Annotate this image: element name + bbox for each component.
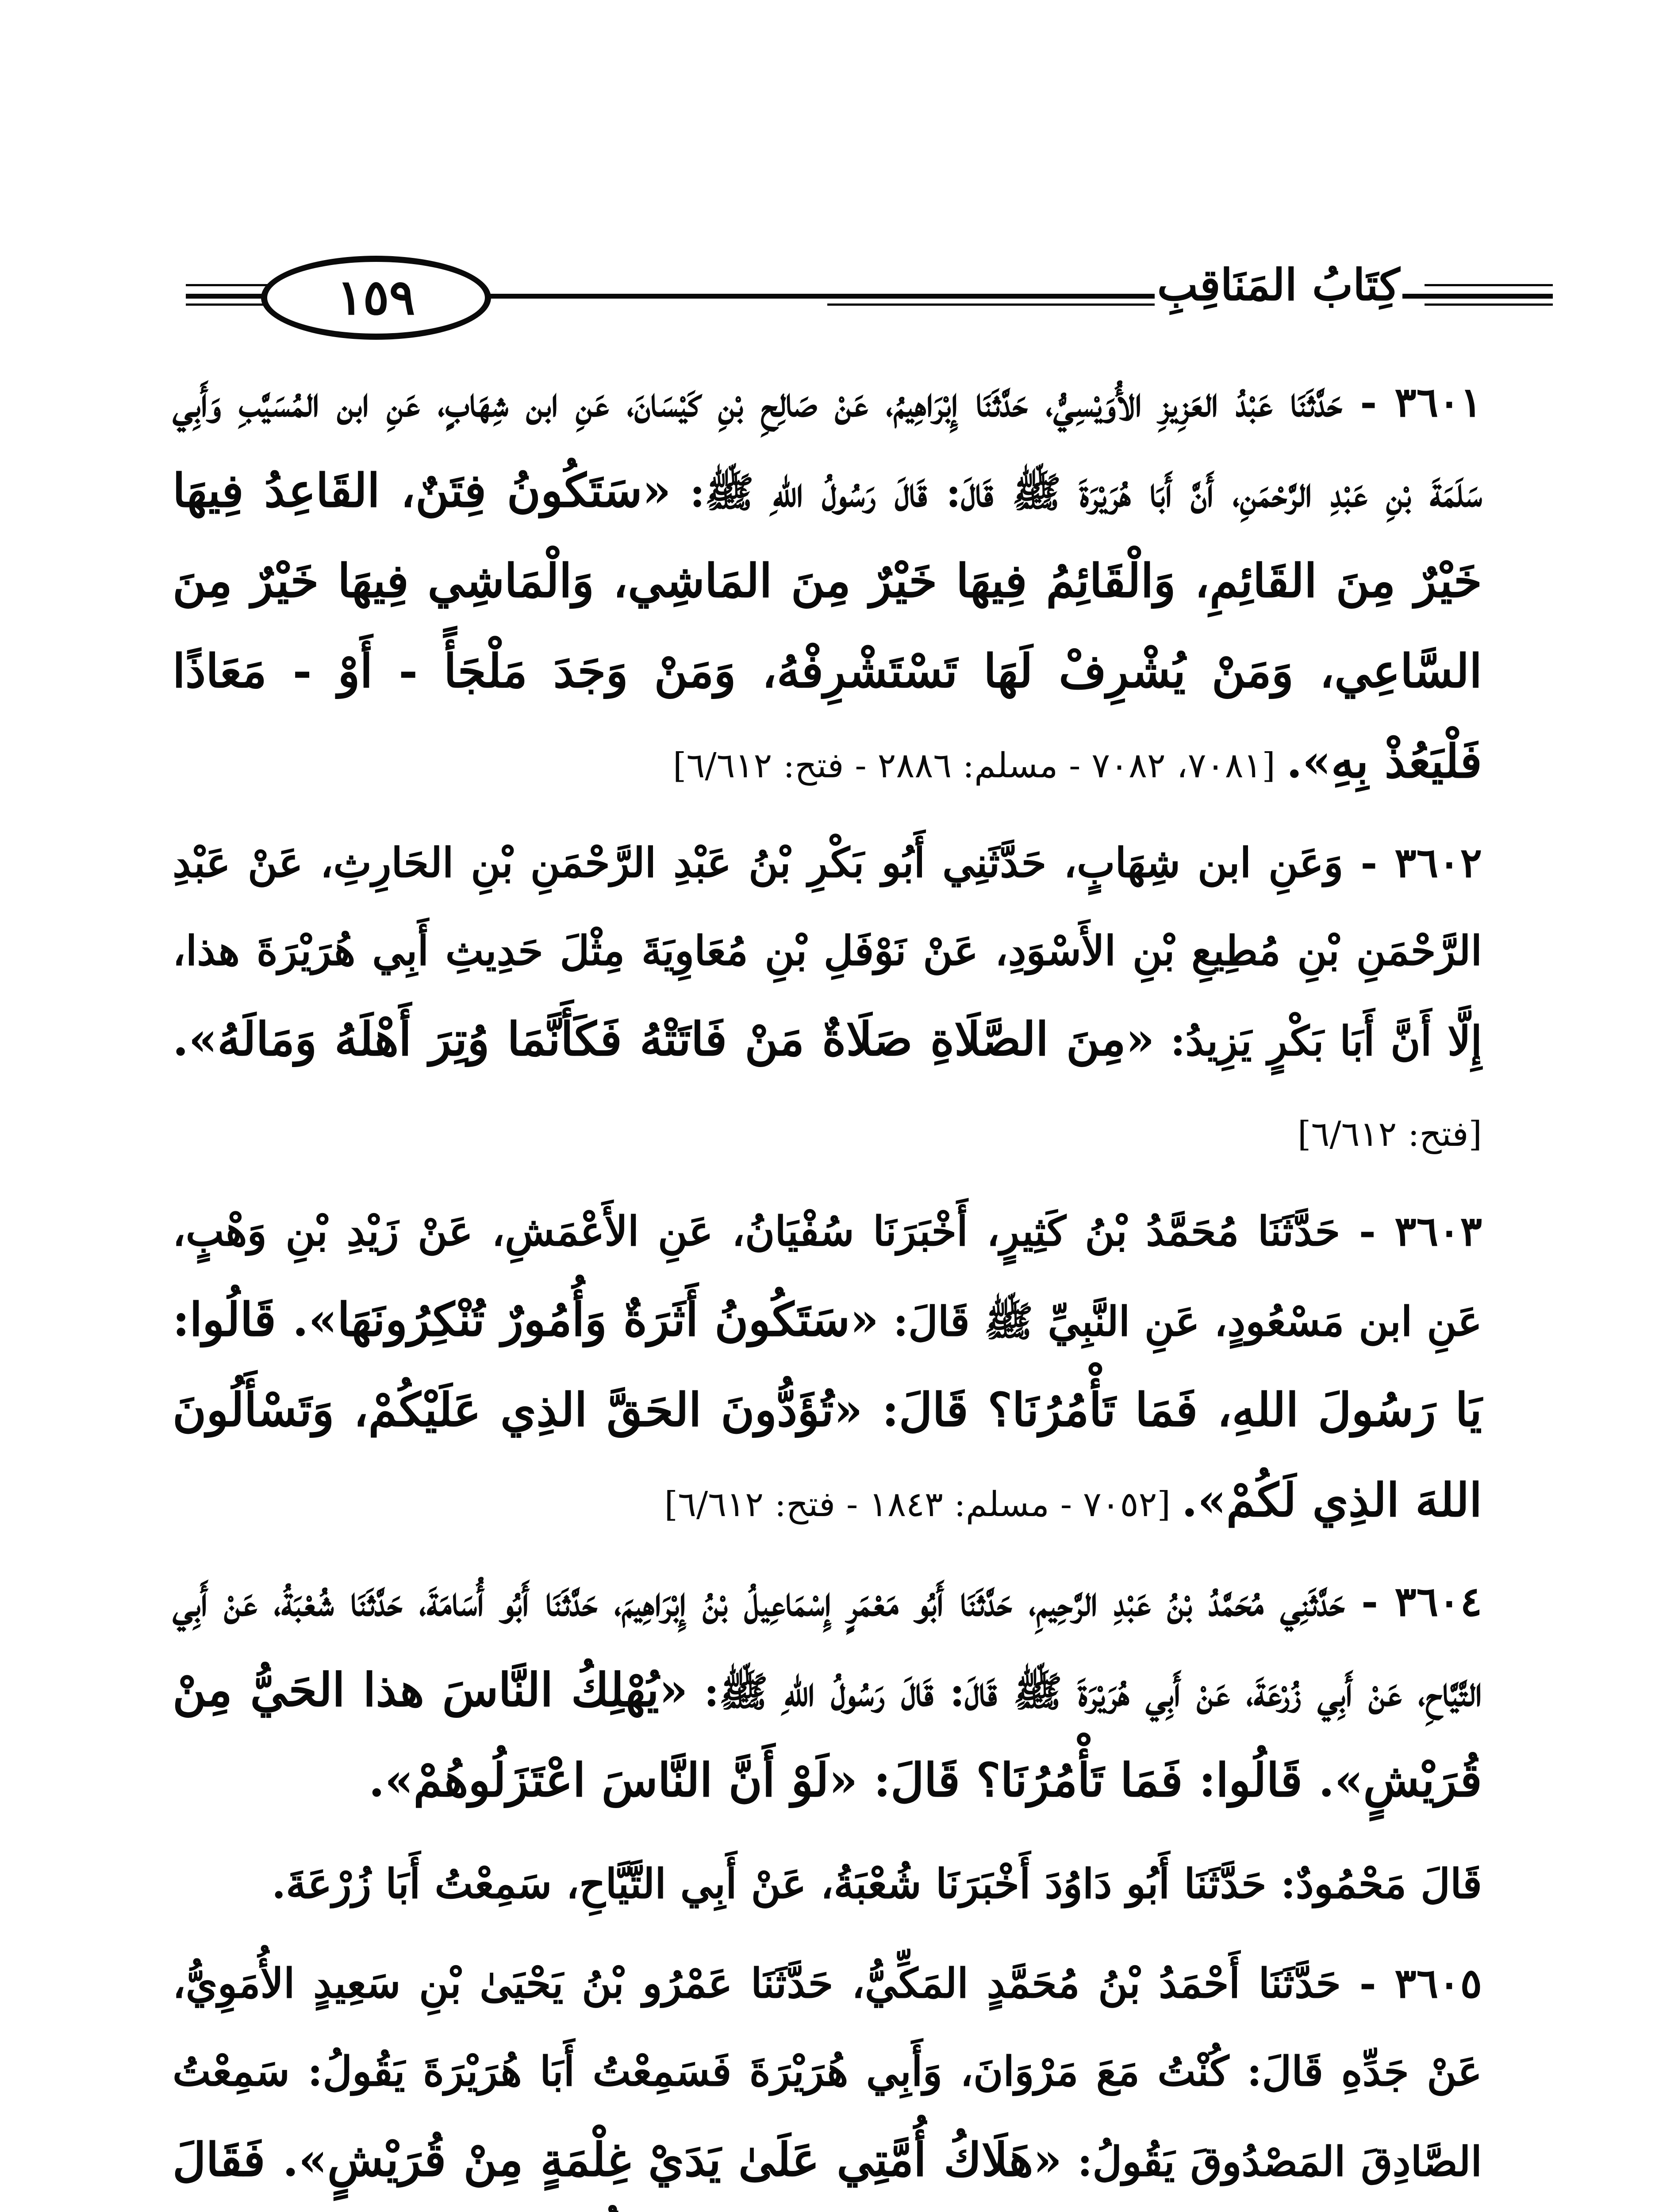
- hadith-paragraph: ٣٦٠٥ - حَدَّثَنَا أَحْمَدُ بْنُ مُحَمَّدٍ المَكِّيُّ، حَدَّثَنَا عَمْرُو بْنُ يَحْيَىٰ بْنِ سَعِيدٍ الأُمَوِيُّ، عَنْ جَدِّهِ قَالَ: كُنْتُ مَعَ مَرْوَانَ، وَأَبِي هُرَيْرَةَ فَسَمِعْتُ أَبَا هُرَيْرَةَ يَقُولُ: سَمِعْتُ الصَّادِقَ المَصْدُوقَ يَقُولُ: «هَلَاكُ أُمَّتِي عَلَىٰ يَدَيْ غِلْمَةٍ مِنْ قُرَيْشٍ». فَقَالَ: [173, 1959, 1482, 2187]
- hadith-text-body: [173, 358, 1548, 2212]
- page-number: ١٥٩: [261, 256, 491, 340]
- book-title: كِتَابُ المَنَاقِبِ: [1155, 257, 1402, 314]
- hadith-paragraph: ٣٦٠٤ - حَدَّثَنِي مُحَمَّدُ بْنُ عَبْدِ الرَّحِيمِ، حَدَّثَنَا أَبُو مَعْمَرٍ إِسْمَاعِيلُ بْنُ إِبْرَاهِيمَ، حَدَّثَنَا أَبُو أُسَامَةَ، حَدَّثَنَا شُعْبَةُ، عَنْ أَبِي التَّيَّاحِ، عَنْ أَبِي زُرْعَةَ، عَنْ أَبِي هُرَيْرَةَ ﷺ قَالَ: قَالَ رَسُولُ اللهِ ﷺ: «يُهْلِكُ النَّاسَ هذا الحَيُّ مِنْ قُرَيْشٍ». قَالُوا: فَمَا تَأْمُرُنَا؟ قَالَ: «لَوْ أَنَّ النَّاسَ اعْتَزَلُوهُمْ».: [173, 1578, 1482, 1807]
- hadith-paragraph: ٣٦٠٣ - حَدَّثَنَا مُحَمَّدُ بْنُ كَثِيرٍ، أَخْبَرَنَا سُفْيَانُ، عَنِ الأَعْمَشِ، عَنْ زَيْدِ بْنِ وَهْبٍ، عَنِ ابن مَسْعُودٍ، عَنِ النَّبِيِّ ﷺ قَالَ: «سَتَكُونُ أَثَرَةٌ وَأُمُورٌ تُنْكِرُونَهَا». قَالُوا: يَا رَسُولَ اللهِ، فَمَا تَأْمُرُنَا؟ قَالَ: «تُؤَدُّونَ الحَقَّ الذِي عَلَيْكُمْ، وَتَسْأَلُونَ اللهَ الذِي لَكُمْ». [٧٠٥٢ - مسلم: ١٨٤٣ - فتح: ٦/٦١٢]: [173, 1207, 1482, 1527]
- hadith-paragraph: ٣٦٠١ - حَدَّثَنَا عَبْدُ العَزِيزِ الأُوَيْسِيُّ، حَدَّثَنَا إِبْرَاهِيمُ، عَنْ صَالِحِ بْنِ كَيْسَانَ، عَنِ ابن شِهَابٍ، عَنِ ابن المُسَيَّبِ وَأَبِي سَلَمَةَ بْنِ عَبْدِ الرَّحْمَنِ، أَنَّ أَبَا هُرَيْرَةَ ﷺ قَالَ: قَالَ رَسُولُ اللهِ ﷺ: «سَتَكُونُ فِتَنٌ، القَاعِدُ فِيهَا خَيْرٌ مِنَ القَائِمِ، وَالْقَائِمُ فِيهَا خَيْرٌ مِنَ المَاشِي، وَالْمَاشِي فِيهَا خَيْرٌ مِنَ السَّاعِي، وَمَنْ يُشْرِفْ لَهَا تَسْتَشْرِفْهُ، وَمَنْ وَجَدَ مَلْجَأً - أَوْ - مَعَاذًا فَلْيَعُذْ بِهِ». [٧٠٨١، ٧٠٨٢ - مسلم: ٢٨٨٦ - فتح: ٦/٦١٢]: [173, 378, 1482, 788]
- header-rule: [1425, 303, 1553, 306]
- header-rule: [1425, 284, 1553, 286]
- hadith-paragraph: قَالَ مَحْمُودٌ: حَدَّثَنَا أَبُو دَاوُدَ أَخْبَرَنَا شُعْبَةُ، عَنْ أَبِي التَّيَّاحِ، سَمِعْتُ أَبَا زُرْعَةَ.: [272, 1860, 1482, 1908]
- hadith-paragraph: ٣٦٠٢ - وَعَنِ ابن شِهَابٍ، حَدَّثَنِي أَبُو بَكْرِ بْنُ عَبْدِ الرَّحْمَنِ بْنِ الحَارِثِ، عَنْ عَبْدِ الرَّحْمَنِ بْنِ مُطِيعِ بْنِ الأَسْوَدِ، عَنْ نَوْفَلِ بْنِ مُعَاوِيَةَ مِثْلَ حَدِيثِ أَبِي هُرَيْرَةَ هذا، إِلَّا أَنَّ أَبَا بَكْرٍ يَزِيدُ: «مِنَ الصَّلَاةِ صَلَاةٌ مَنْ فَاتَتْهُ فَكَأَنَّمَا وُتِرَ أَهْلَهُ وَمَالَهُ». [فتح: ٦/٦١٢]: [173, 839, 1482, 1154]
- page-header: [186, 248, 1553, 336]
